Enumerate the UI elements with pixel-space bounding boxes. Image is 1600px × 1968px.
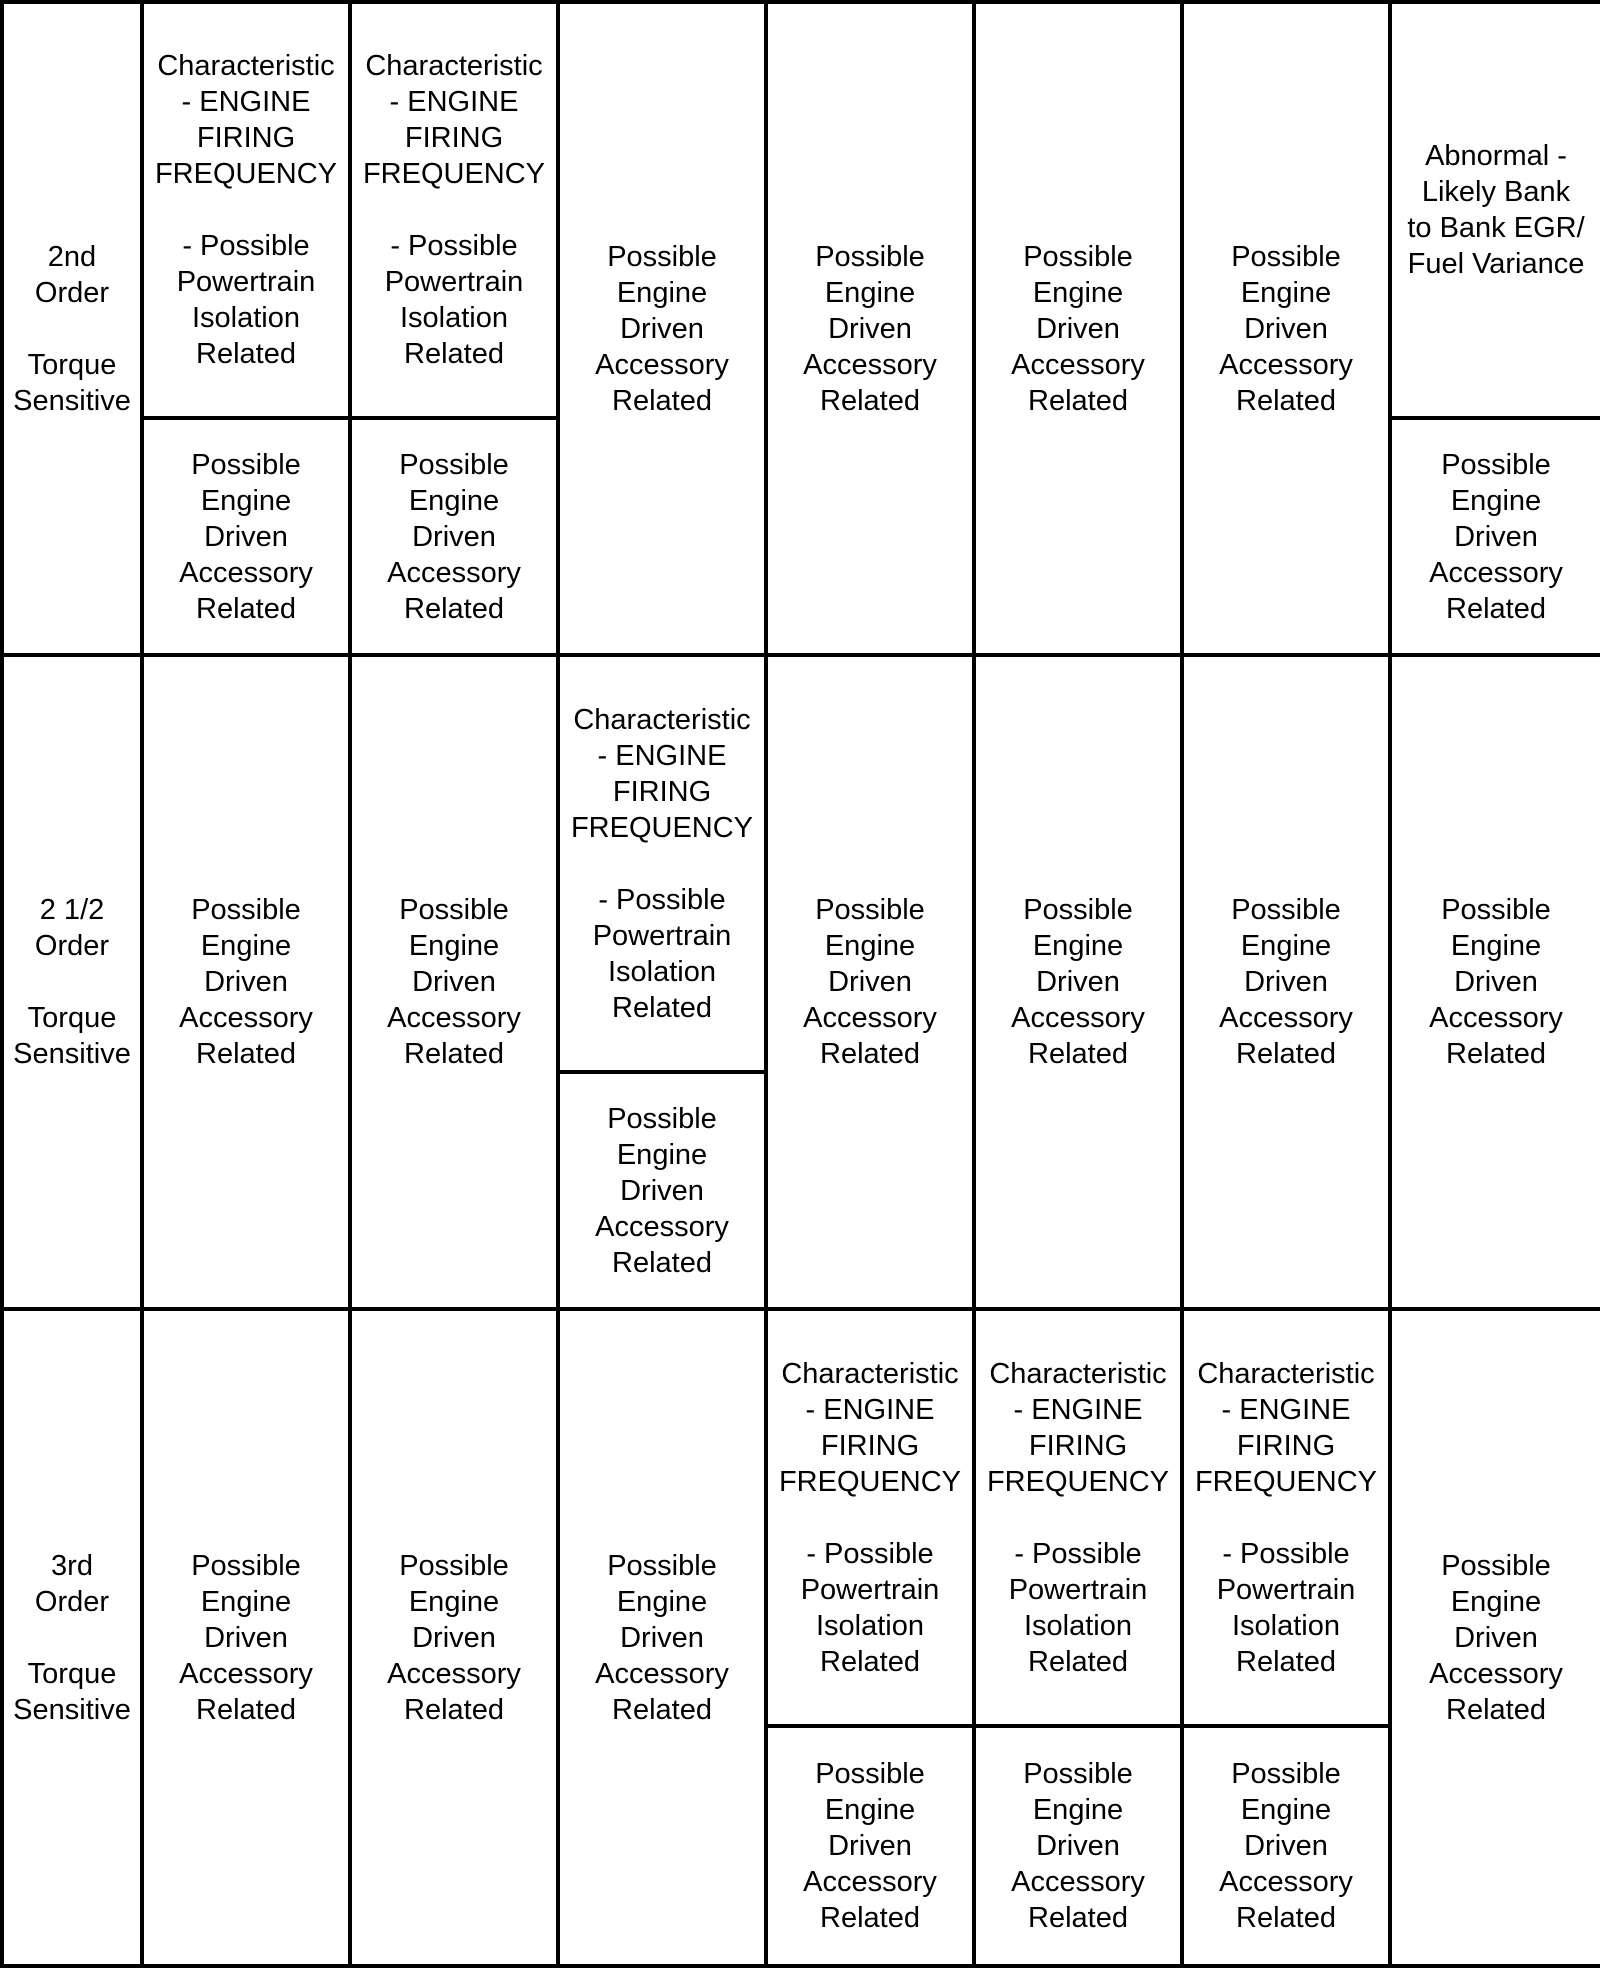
diagnosis-cell: Possible Engine Driven Accessory Related [1390,1309,1600,1966]
diagnosis-cell-bottom: Possible Engine Driven Accessory Related [766,1726,974,1966]
diagnosis-cell: Possible Engine Driven Accessory Related [974,2,1182,655]
diagnosis-cell: Possible Engine Driven Accessory Related [558,1309,766,1966]
diagnosis-cell: Possible Engine Driven Accessory Related [1390,655,1600,1309]
diagnosis-cell: Possible Engine Driven Accessory Related [350,655,558,1309]
row-label: 2 1/2 Order Torque Sensitive [2,655,142,1309]
diagnosis-cell-top: Characteristic - ENGINE FIRING FREQUENCY - Possible Powertrain Isolation Related [974,1309,1182,1726]
diagnosis-cell: Possible Engine Driven Accessory Related [766,655,974,1309]
diagnosis-cell-bottom: Possible Engine Driven Accessory Related [1182,1726,1390,1966]
diagnosis-cell-top: Characteristic - ENGINE FIRING FREQUENCY - Possible Powertrain Isolation Related [558,655,766,1072]
diagnosis-cell: Possible Engine Driven Accessory Related [974,655,1182,1309]
row-label: 2nd Order Torque Sensitive [2,2,142,655]
row-label: 3rd Order Torque Sensitive [2,1309,142,1966]
diagnosis-cell: Possible Engine Driven Accessory Related [558,2,766,655]
diagnosis-cell-top: Abnormal - Likely Bank to Bank EGR/ Fuel Variance [1390,2,1600,418]
diagnosis-cell-top: Characteristic - ENGINE FIRING FREQUENCY - Possible Powertrain Isolation Related [766,1309,974,1726]
diagnosis-cell-bottom: Possible Engine Driven Accessory Related [1390,418,1600,655]
diagnosis-cell-top: Characteristic - ENGINE FIRING FREQUENCY - Possible Powertrain Isolation Related [1182,1309,1390,1726]
diagnosis-cell: Possible Engine Driven Accessory Related [350,1309,558,1966]
diagnosis-cell: Possible Engine Driven Accessory Related [1182,2,1390,655]
diagnosis-cell: Possible Engine Driven Accessory Related [142,655,350,1309]
diagnosis-cell-top: Characteristic - ENGINE FIRING FREQUENCY - Possible Powertrain Isolation Related [142,2,350,418]
diagnosis-cell-top: Characteristic - ENGINE FIRING FREQUENCY - Possible Powertrain Isolation Related [350,2,558,418]
diagnosis-cell: Possible Engine Driven Accessory Related [766,2,974,655]
diagnosis-cell-bottom: Possible Engine Driven Accessory Related [142,418,350,655]
diagnosis-cell: Possible Engine Driven Accessory Related [142,1309,350,1966]
diagnosis-cell: Possible Engine Driven Accessory Related [1182,655,1390,1309]
diagnosis-cell-bottom: Possible Engine Driven Accessory Related [350,418,558,655]
diagnosis-cell-bottom: Possible Engine Driven Accessory Related [558,1072,766,1309]
diagnosis-cell-bottom: Possible Engine Driven Accessory Related [974,1726,1182,1966]
